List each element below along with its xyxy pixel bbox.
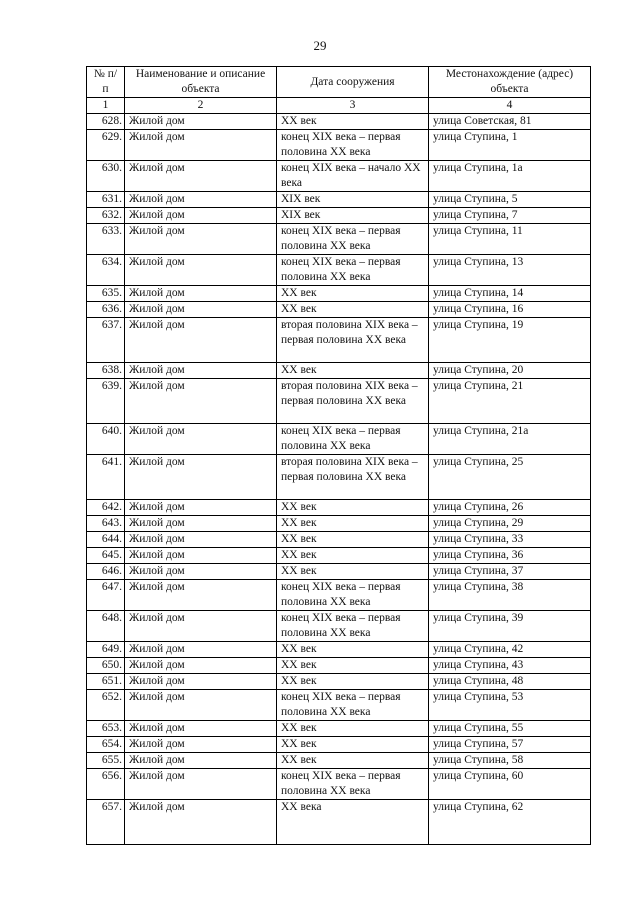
row-number: 632.: [87, 208, 125, 224]
row-name: Жилой дом: [125, 721, 277, 737]
row-date: конец XIX века – первая половина XX века: [277, 255, 429, 286]
table-row: [87, 532, 591, 548]
row-address: улица Ступина, 1: [429, 130, 591, 161]
row-date: вторая половина XIX века – первая половина XX века: [277, 455, 429, 500]
row-name: Жилой дом: [125, 114, 277, 130]
row-date: конец XIX века – первая половина XX века: [277, 769, 429, 800]
row-date: XX век: [277, 363, 429, 379]
row-date: XX век: [277, 674, 429, 690]
row-number: 631.: [87, 192, 125, 208]
table-row: [87, 363, 591, 379]
table-body: [87, 114, 591, 845]
row-address: улица Ступина, 55: [429, 721, 591, 737]
row-name: Жилой дом: [125, 224, 277, 255]
column-index-row: [87, 98, 591, 114]
table-row: [87, 130, 591, 161]
row-name: Жилой дом: [125, 161, 277, 192]
row-name: Жилой дом: [125, 580, 277, 611]
row-name: Жилой дом: [125, 690, 277, 721]
row-date: XX век: [277, 286, 429, 302]
table-row: [87, 516, 591, 532]
row-date: конец XIX века – первая половина XX века: [277, 224, 429, 255]
row-name: Жилой дом: [125, 192, 277, 208]
row-address: улица Ступина, 60: [429, 769, 591, 800]
row-number: 644.: [87, 532, 125, 548]
row-address: улица Ступина, 21а: [429, 424, 591, 455]
table-row: [87, 737, 591, 753]
table-row: [87, 658, 591, 674]
row-date: конец XIX века – первая половина XX века: [277, 130, 429, 161]
table-row: [87, 318, 591, 363]
page-number: 29: [313, 38, 327, 53]
row-date: XX век: [277, 753, 429, 769]
row-address: улица Ступина, 19: [429, 318, 591, 363]
table-row: [87, 753, 591, 769]
row-number: 637.: [87, 318, 125, 363]
row-address: улица Ступина, 25: [429, 455, 591, 500]
row-number: 639.: [87, 379, 125, 424]
row-date: конец XIX века – первая половина XX века: [277, 690, 429, 721]
row-address: улица Ступина, 11: [429, 224, 591, 255]
row-address: улица Ступина, 29: [429, 516, 591, 532]
row-number: 629.: [87, 130, 125, 161]
row-number: 636.: [87, 302, 125, 318]
row-address: улица Ступина, 57: [429, 737, 591, 753]
row-address: улица Ступина, 13: [429, 255, 591, 286]
row-address: улица Ступина, 20: [429, 363, 591, 379]
table-row: [87, 800, 591, 845]
column-index-1: 1: [87, 98, 125, 114]
header-date: Дата сооружения: [277, 67, 429, 98]
row-address: улица Ступина, 53: [429, 690, 591, 721]
table-row: [87, 208, 591, 224]
row-number: 643.: [87, 516, 125, 532]
table-row: [87, 564, 591, 580]
table-row: [87, 548, 591, 564]
table-row: [87, 161, 591, 192]
table-row: [87, 455, 591, 500]
row-number: 649.: [87, 642, 125, 658]
row-address: улица Ступина, 1а: [429, 161, 591, 192]
row-date: вторая половина XIX века – первая половина XX века: [277, 379, 429, 424]
row-number: 648.: [87, 611, 125, 642]
row-address: улица Ступина, 58: [429, 753, 591, 769]
row-name: Жилой дом: [125, 255, 277, 286]
row-address: улица Ступина, 7: [429, 208, 591, 224]
row-number: 640.: [87, 424, 125, 455]
row-number: 634.: [87, 255, 125, 286]
row-name: Жилой дом: [125, 500, 277, 516]
row-name: Жилой дом: [125, 564, 277, 580]
row-name: Жилой дом: [125, 737, 277, 753]
row-number: 654.: [87, 737, 125, 753]
row-name: Жилой дом: [125, 611, 277, 642]
row-name: Жилой дом: [125, 208, 277, 224]
row-date: XX века: [277, 800, 429, 845]
row-number: 635.: [87, 286, 125, 302]
row-number: 645.: [87, 548, 125, 564]
row-name: Жилой дом: [125, 286, 277, 302]
row-address: улица Ступина, 36: [429, 548, 591, 564]
table-row: [87, 674, 591, 690]
row-date: XX век: [277, 721, 429, 737]
row-address: улица Ступина, 48: [429, 674, 591, 690]
row-date: XIX век: [277, 208, 429, 224]
table-row: [87, 192, 591, 208]
row-address: улица Ступина, 43: [429, 658, 591, 674]
row-date: конец XIX века – первая половина XX века: [277, 611, 429, 642]
row-name: Жилой дом: [125, 548, 277, 564]
row-date: XX век: [277, 516, 429, 532]
row-date: XIX век: [277, 192, 429, 208]
table-header-row: [87, 67, 591, 98]
row-number: 657.: [87, 800, 125, 845]
table-row: [87, 424, 591, 455]
table-row: [87, 379, 591, 424]
row-date: XX век: [277, 548, 429, 564]
header-address: Местонахождение (адрес) объекта: [429, 67, 591, 98]
row-date: конец XIX века – первая половина XX века: [277, 580, 429, 611]
row-date: XX век: [277, 642, 429, 658]
table-row: [87, 114, 591, 130]
row-number: 652.: [87, 690, 125, 721]
column-index-4: 4: [429, 98, 591, 114]
row-number: 633.: [87, 224, 125, 255]
row-address: улица Ступина, 42: [429, 642, 591, 658]
row-number: 638.: [87, 363, 125, 379]
table-row: [87, 302, 591, 318]
row-date: XX век: [277, 564, 429, 580]
row-date: XX век: [277, 114, 429, 130]
row-date: XX век: [277, 658, 429, 674]
row-address: улица Ступина, 16: [429, 302, 591, 318]
column-index-2: 2: [125, 98, 277, 114]
row-name: Жилой дом: [125, 379, 277, 424]
registry-table: [86, 66, 591, 845]
row-name: Жилой дом: [125, 424, 277, 455]
row-name: Жилой дом: [125, 532, 277, 548]
table-row: [87, 580, 591, 611]
header-name: Наименование и описание объекта: [125, 67, 277, 98]
row-number: 641.: [87, 455, 125, 500]
row-address: улица Ступина, 39: [429, 611, 591, 642]
row-address: улица Ступина, 33: [429, 532, 591, 548]
row-address: улица Ступина, 38: [429, 580, 591, 611]
row-number: 655.: [87, 753, 125, 769]
row-name: Жилой дом: [125, 642, 277, 658]
row-address: улица Советская, 81: [429, 114, 591, 130]
row-date: XX век: [277, 302, 429, 318]
row-number: 651.: [87, 674, 125, 690]
row-address: улица Ступина, 26: [429, 500, 591, 516]
row-number: 642.: [87, 500, 125, 516]
row-date: конец XIX века – начало XX века: [277, 161, 429, 192]
row-date: XX век: [277, 737, 429, 753]
row-name: Жилой дом: [125, 800, 277, 845]
row-name: Жилой дом: [125, 658, 277, 674]
row-date: конец XIX века – первая половина XX века: [277, 424, 429, 455]
row-address: улица Ступина, 5: [429, 192, 591, 208]
table-row: [87, 224, 591, 255]
row-number: 656.: [87, 769, 125, 800]
row-date: XX век: [277, 500, 429, 516]
row-name: Жилой дом: [125, 674, 277, 690]
row-date: вторая половина XIX века – первая половина XX века: [277, 318, 429, 363]
row-name: Жилой дом: [125, 302, 277, 318]
row-address: улица Ступина, 21: [429, 379, 591, 424]
row-name: Жилой дом: [125, 769, 277, 800]
column-index-3: 3: [277, 98, 429, 114]
row-address: улица Ступина, 37: [429, 564, 591, 580]
row-number: 647.: [87, 580, 125, 611]
row-number: 653.: [87, 721, 125, 737]
table-row: [87, 721, 591, 737]
row-name: Жилой дом: [125, 363, 277, 379]
row-date: XX век: [277, 532, 429, 548]
table-row: [87, 500, 591, 516]
row-name: Жилой дом: [125, 455, 277, 500]
row-name: Жилой дом: [125, 318, 277, 363]
row-number: 650.: [87, 658, 125, 674]
table-row: [87, 690, 591, 721]
row-address: улица Ступина, 14: [429, 286, 591, 302]
row-number: 630.: [87, 161, 125, 192]
header-number: № п/п: [87, 67, 125, 98]
row-name: Жилой дом: [125, 753, 277, 769]
table-row: [87, 255, 591, 286]
row-address: улица Ступина, 62: [429, 800, 591, 845]
row-name: Жилой дом: [125, 130, 277, 161]
table-row: [87, 286, 591, 302]
row-number: 628.: [87, 114, 125, 130]
table-row: [87, 611, 591, 642]
table-row: [87, 642, 591, 658]
row-name: Жилой дом: [125, 516, 277, 532]
table-row: [87, 769, 591, 800]
row-number: 646.: [87, 564, 125, 580]
